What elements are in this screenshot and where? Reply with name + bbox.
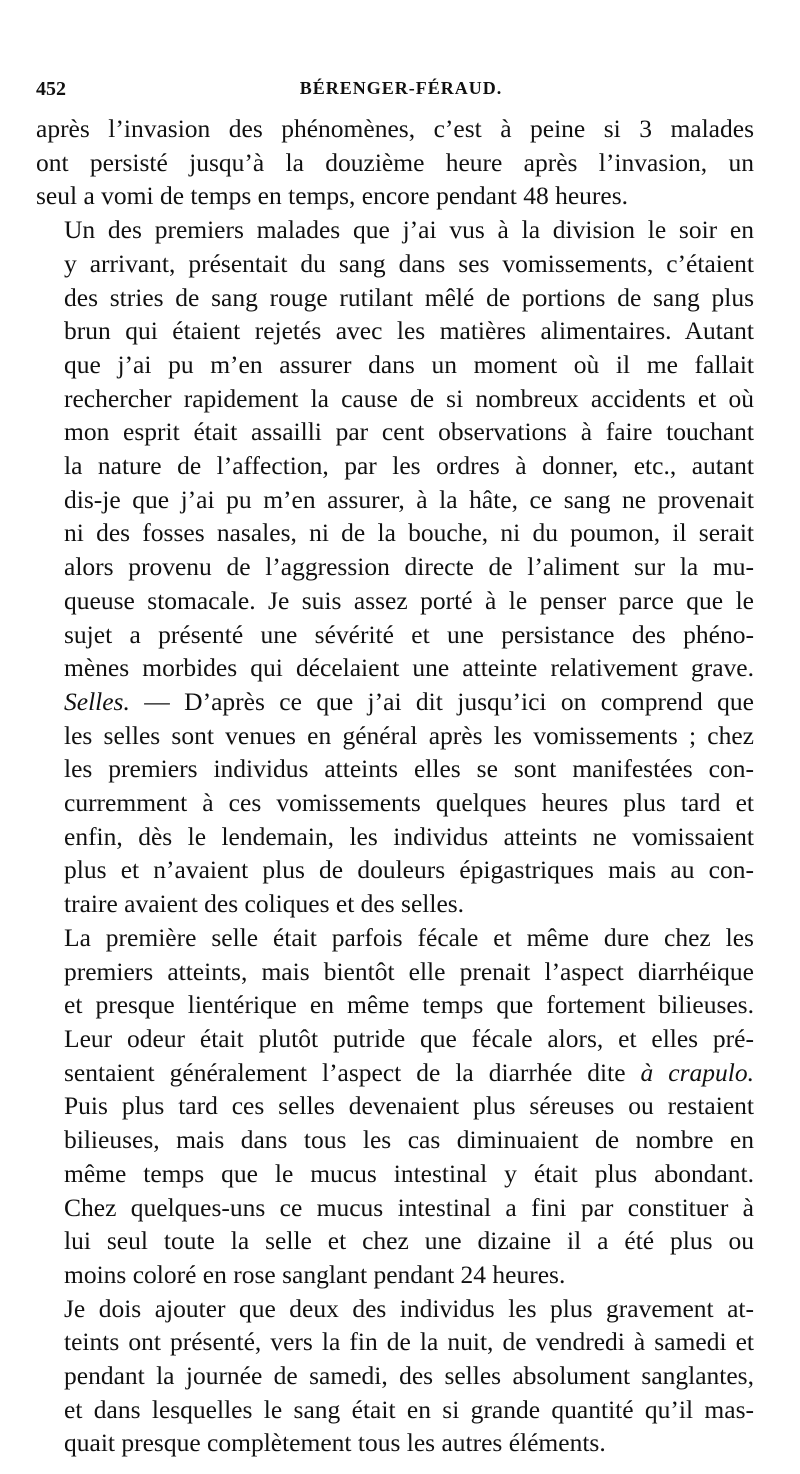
page-number: 452 [36, 78, 66, 100]
text-line: des stries de sang rouge rutilant mêlé de portions de sang plus [64, 282, 754, 312]
text-line: les selles sont venues en général après les vomissements ; chez [64, 720, 754, 750]
text-line: Je dois ajouter que deux des individus les plus gravement at- [64, 1293, 754, 1323]
paragraph-3 [36, 685, 754, 921]
text-line: premiers atteints, mais bientôt elle prenait l’aspect diarrhéique [64, 956, 754, 986]
text-line: seul a vomi de temps en temps, encore pendant 48 heures. [36, 181, 628, 211]
text-line: queuse stomacale. Je suis assez porté à le penser parce que le [64, 585, 754, 615]
text-line: et presque lientérique en même temps que fortement bilieuses. [64, 990, 754, 1020]
text-line: ni des fosses nasales, ni de la bouche, ni du poumon, il serait [64, 518, 754, 548]
paragraph-4 [36, 921, 754, 1191]
text-line: Puis plus tard ces selles devenaient plus séreuses ou restaient [64, 1091, 754, 1121]
text-line: traire avaient des coliques et des selles. [64, 889, 465, 919]
text-line: plus et n’avaient plus de douleurs épigastriques mais au con- [64, 855, 754, 885]
text-line: mènes morbides qui décelaient une atteinte relativement grave. [64, 653, 754, 683]
text-line: mon esprit était assailli par cent observations à faire touchant [64, 417, 754, 447]
text-line: La première selle était parfois fécale et même dure chez les [64, 922, 754, 952]
text-line: y arrivant, présentait du sang dans ses vomissements, c’étaient [64, 248, 754, 278]
text-line: dis-je que j’ai pu m’en assurer, à la hâte, ce sang ne provenait [64, 484, 754, 514]
text-line: sujet a présenté une sévérité et une persistance des phéno- [64, 619, 754, 649]
paragraph-2 [36, 213, 754, 685]
text-line: Leur odeur était plutôt putride que fécale alors, et elles pré- [64, 1023, 754, 1053]
emphasis-a-crapulo: à crapulo. [640, 1057, 754, 1087]
text-line: pendant la journée de samedi, des selles absolument sanglantes, [64, 1361, 754, 1391]
running-head [36, 78, 766, 106]
text-line: alors provenu de l’aggression directe de l’aliment sur la mu- [64, 552, 754, 582]
text-line: rechercher rapidement la cause de si nombreux accidents et où [64, 383, 754, 413]
running-title: BÉRENGER-FÉRAUD. [299, 78, 503, 98]
text-line: la nature de l’affection, par les ordres à donner, etc., autant [64, 451, 754, 481]
text-line: moins coloré en rose sanglant pendant 24 heures. [64, 1259, 566, 1289]
text-run: sentaient généralement l’aspect de la diarrhée dite [64, 1057, 641, 1087]
text-line: Un des premiers malades que j’ai vus à la division le soir en [64, 215, 754, 245]
section-lead-selles: Selles. [64, 686, 130, 716]
text-line: les premiers individus atteints elles se sont manifestées con- [64, 754, 754, 784]
text-run: — D’après ce que j’ai dit jusqu’ici on comprend que [129, 686, 754, 716]
text-line: même temps que le mucus intestinal y était plus abondant. [64, 1158, 754, 1188]
text-line [36, 1056, 754, 1090]
text-line: ont persisté jusqu’à la douzième heure après l’invasion, un [36, 147, 754, 177]
paragraph-5 [36, 1191, 754, 1292]
text-line: teints ont présenté, vers la fin de la nuit, de vendredi à samedi et [64, 1327, 754, 1357]
paragraph-1 [36, 112, 754, 213]
text-line: bilieuses, mais dans tous les cas diminuaient de nombre en [64, 1125, 754, 1155]
body-text [36, 112, 754, 1460]
text-line: que j’ai pu m’en assurer dans un moment où il me fallait [64, 349, 754, 379]
text-line [36, 685, 754, 719]
paragraph-6 [36, 1292, 754, 1461]
text-line: quait presque complètement tous les autres éléments. [64, 1428, 606, 1458]
text-line: après l’invasion des phénomènes, c’est à peine si 3 malades [36, 114, 754, 143]
text-line: curremment à ces vomissements quelques heures plus tard et [64, 788, 754, 818]
text-line: Chez quelques-uns ce mucus intestinal a fini par constituer à [64, 1192, 754, 1222]
text-line: lui seul toute la selle et chez une dizaine il a été plus ou [64, 1226, 754, 1256]
text-line: brun qui étaient rejetés avec les matières alimentaires. Autant [64, 316, 754, 346]
text-line: enfin, dès le lendemain, les individus atteints ne vomissaient [64, 821, 754, 851]
text-line: et dans lesquelles le sang était en si grande quantité qu’il mas- [64, 1394, 754, 1424]
